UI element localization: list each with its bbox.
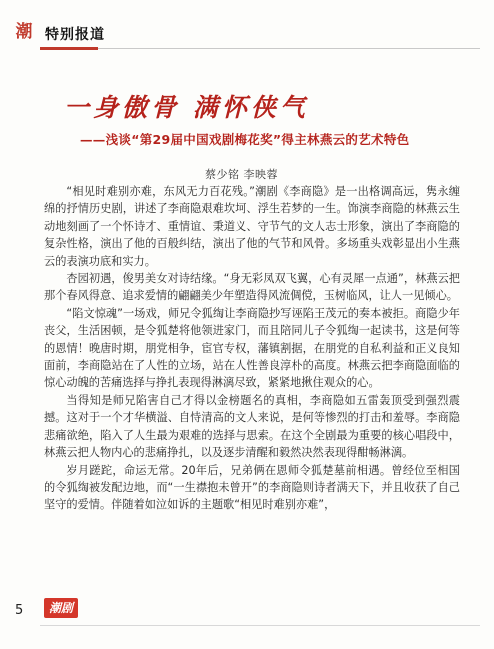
section-label: 特别报道 — [45, 27, 105, 43]
header-accent-bar — [40, 47, 98, 50]
paragraph: 当得知是师兄陷害自己才得以金榜题名的真相，李商隐如五雷轰顶受到强烈震撼。这对于一个才华横溢、自恃清高的文人来说，是何等惨烈的打击和羞辱。李商隐悲痛欲绝，陷入了人生最为艰难的选择与思索。在这个全剧最为重要的核心唱段中，林燕云把人物内心的悲痛挣扎，以及逐步清醒和毅然决然表现得酣畅淋漓。 — [44, 393, 460, 460]
page-number: 5 — [15, 603, 24, 618]
paragraph: “陷文惊魂”一场戏，师兄令狐绹让李商隐抄写诬陷王茂元的奏本被拒。商隐少年丧父，生活困顿，是令狐楚将他领进家门，而且陪同儿子令狐绹一起读书，这是何等的恩情！晚唐时期，朋党相争，宦官专权，藩镇割据，在朋党的自私利益和正义良知面前，李商隐站在了人性的立场，站在人性善良淳朴的高度。林燕云把李商隐面临的惊心动魄的苦痛选择与挣扎表现得淋漓尽致，紧紧地揪住观众的心。 — [44, 306, 460, 390]
footer-logo-icon: 潮剧 — [44, 598, 78, 618]
paragraph: 岁月蹉跎，命运无常。20年后，兄弟俩在恩师令狐楚墓前相遇。曾经位至相国的令狐绹被发配边地，而“一生襟抱未曾开”的李商隐则诗者满天下，并且收获了自己坚守的爱情。伴随着如泣如诉的主题歌“相见时难别亦难”， — [44, 463, 460, 512]
footer-divider — [40, 625, 480, 626]
article-title: 一身傲骨 满怀侠气 — [64, 93, 309, 122]
paragraph: “相见时难别亦难，东风无力百花残。”潮剧《李商隐》是一出格调高远，隽永缠绵的抒情历史剧，讲述了李商隐艰难坎坷、浮生若梦的一生。饰演李商隐的林燕云生动地刻画了一个怀诗才、重情谊、秉道义、守节气的文人志士形象，演出了李商隐的复杂性格，演出了他的百般纠结，演出了他的气节和风骨。多场重头戏彰显出小生燕云的表演功底和实力。 — [44, 185, 460, 268]
header-divider — [40, 48, 480, 49]
article-body — [44, 183, 460, 514]
paragraph: 杏园初遇，俊男美女对诗结缘。“身无彩凤双飞翼，心有灵犀一点通”，林燕云把那个春风得意、追求爱情的翩翩美少年塑造得风流倜傥，玉树临风，让人一见倾心。 — [44, 272, 460, 303]
magazine-logo-icon: 潮 — [15, 22, 33, 42]
article-subtitle: ——浅谈“第29届中国戏剧梅花奖”得主林燕云的艺术特色 — [80, 132, 410, 147]
article-authors: 蔡少铭 李映蓉 — [205, 168, 278, 181]
